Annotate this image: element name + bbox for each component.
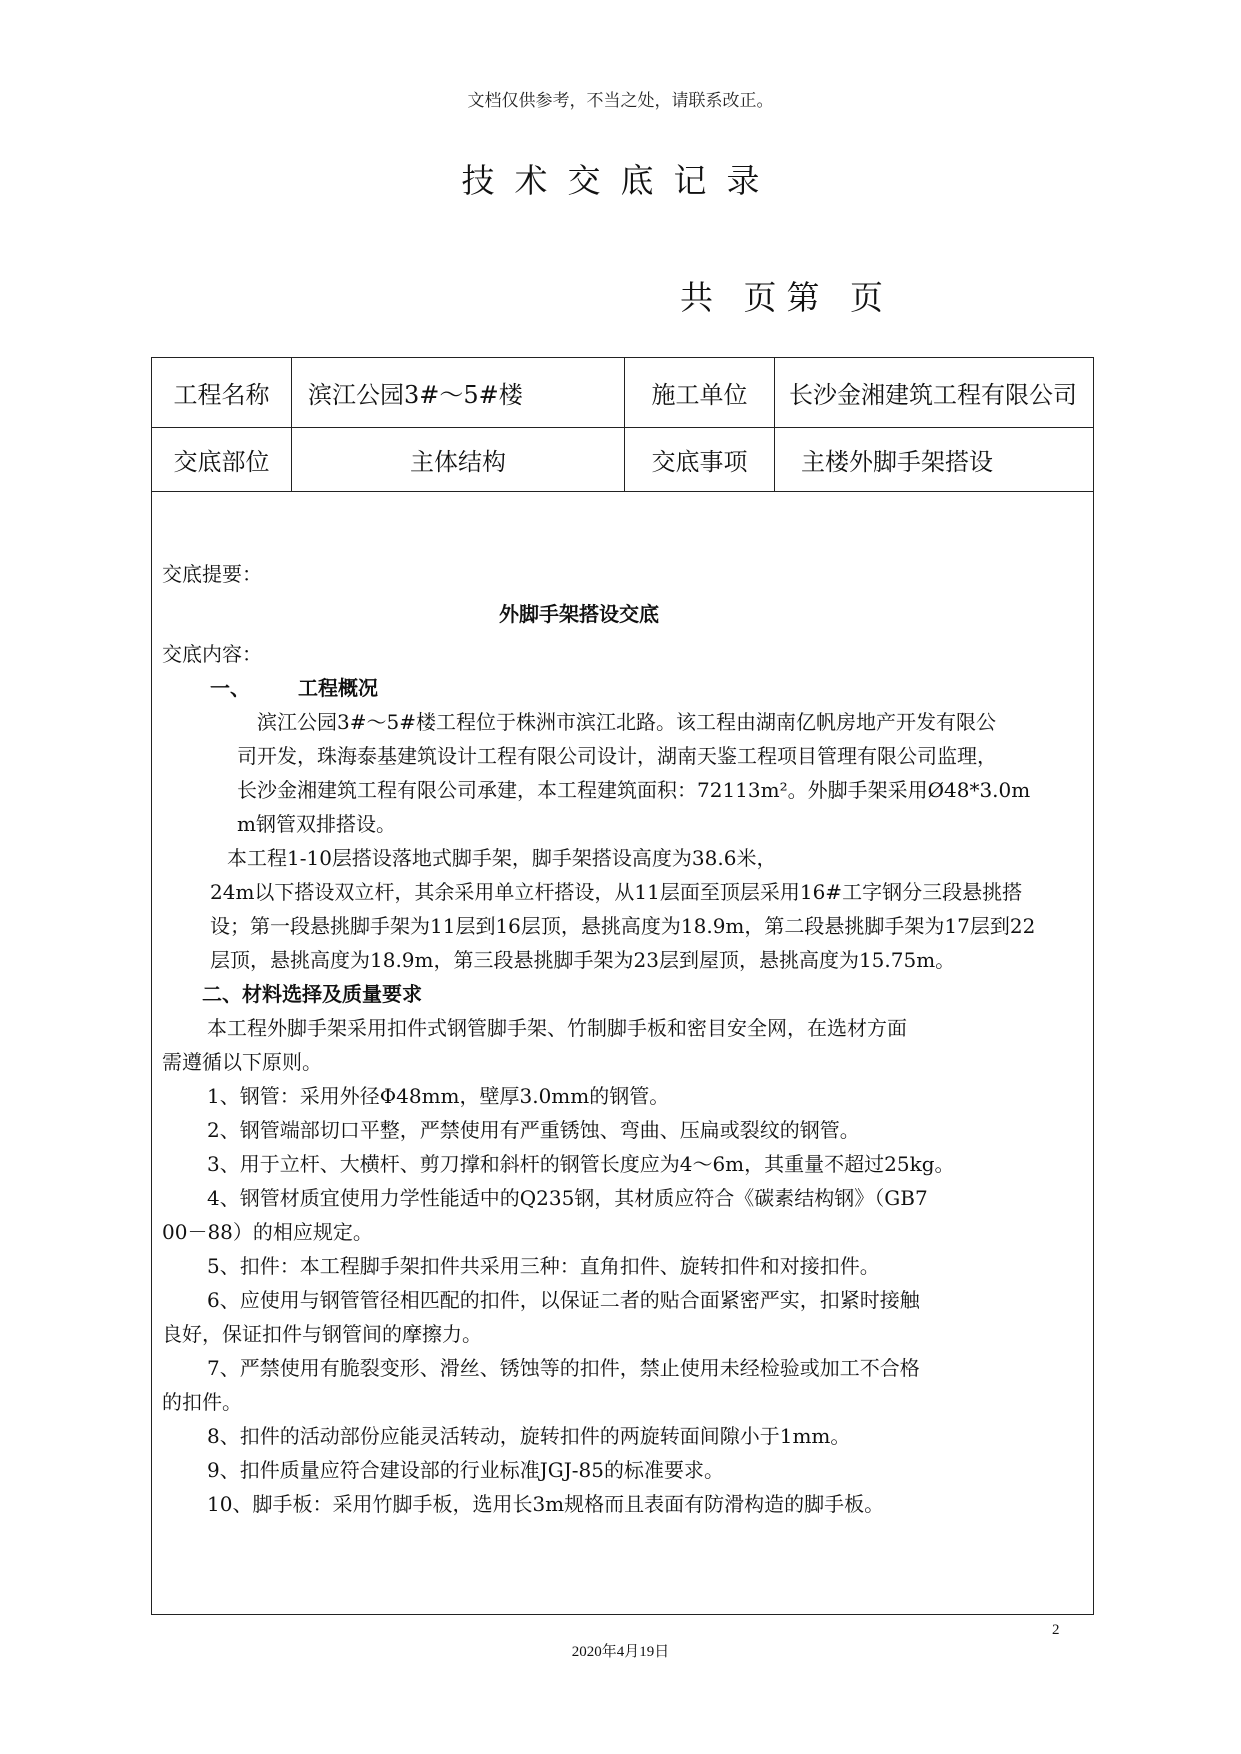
list-item: 10、脚手板：采用竹脚手板，选用长3m规格而且表面有防滑构造的脚手板。 — [207, 1492, 885, 1516]
header-note: 文档仅供参考，不当之处，请联系改正。 — [467, 91, 774, 111]
page-info: 共 页第 页 — [680, 278, 893, 317]
subject-title: 外脚手架搭设交底 — [499, 602, 659, 626]
paragraph-line: 需遵循以下原则。 — [162, 1050, 322, 1074]
paragraph-line: 本工程1-10层搭设落地式脚手架，脚手架搭设高度为38.6米， — [227, 846, 777, 870]
item-label: 交底事项 — [625, 428, 775, 491]
page-number: 2 — [1052, 1622, 1060, 1638]
paragraph-line: 设；第一段悬挑脚手架为11层到16层顶，悬挑高度为18.9m，第二段悬挑脚手架为17层到22 — [210, 914, 1036, 938]
paragraph-line: m钢管双排搭设。 — [237, 812, 396, 836]
footer-date: 2020年4月19日 — [571, 1644, 670, 1660]
project-name-value: 滨江公园3#～5#楼 — [292, 358, 625, 427]
project-name-label: 工程名称 — [152, 358, 292, 427]
list-item: 4、钢管材质宜使用力学性能适中的Q235钢，其材质应符合《碳素结构钢》（GB7 — [207, 1186, 928, 1210]
summary-label: 交底提要： — [162, 562, 262, 586]
section-1-title: 工程概况 — [298, 676, 378, 700]
list-item: 2、钢管端部切口平整，严禁使用有严重锈蚀、弯曲、压扁或裂纹的钢管。 — [207, 1118, 860, 1142]
list-item: 00－88）的相应规定。 — [162, 1220, 373, 1244]
content-label: 交底内容： — [162, 642, 262, 666]
section-1-number: 一、 — [210, 676, 250, 700]
section-2-title: 二、材料选择及质量要求 — [202, 982, 422, 1006]
part-label: 交底部位 — [152, 428, 292, 491]
list-item: 的扣件。 — [162, 1390, 242, 1414]
list-item: 良好，保证扣件与钢管间的摩擦力。 — [162, 1322, 482, 1346]
paragraph-line: 司开发，珠海泰基建筑设计工程有限公司设计，湖南天鉴工程项目管理有限公司监理， — [237, 744, 997, 768]
paragraph-line: 24m以下搭设双立杆，其余采用单立杆搭设，从11层面至顶层采用16#工字钢分三段悬挑搭 — [210, 880, 1023, 904]
list-item: 1、钢管：采用外径Φ48mm，壁厚3.0mm的钢管。 — [207, 1084, 670, 1108]
list-item: 7、严禁使用有脆裂变形、滑丝、锈蚀等的扣件，禁止使用未经检验或加工不合格 — [207, 1356, 920, 1380]
item-value: 主楼外脚手架搭设 — [801, 448, 993, 476]
paragraph-line: 本工程外脚手架采用扣件式钢管脚手架、竹制脚手板和密目安全网，在选材方面 — [207, 1016, 907, 1040]
list-item: 9、扣件质量应符合建设部的行业标准JGJ-85的标准要求。 — [207, 1458, 724, 1482]
record-table — [151, 357, 1094, 1615]
document-title: 技术交底记录 — [461, 161, 780, 200]
part-value: 主体结构 — [292, 428, 625, 491]
list-item: 5、扣件：本工程脚手架扣件共采用三种：直角扣件、旋转扣件和对接扣件。 — [207, 1254, 880, 1278]
paragraph-line: 滨江公园3#～5#楼工程位于株洲市滨江北路。该工程由湖南亿帆房地产开发有限公 — [257, 710, 996, 734]
list-item: 8、扣件的活动部份应能灵活转动，旋转扣件的两旋转面间隙小于1mm。 — [207, 1424, 851, 1448]
paragraph-line: 层顶，悬挑高度为18.9m，第三段悬挑脚手架为23层到屋顶，悬挑高度为15.75m。 — [210, 948, 956, 972]
info-row-1 — [152, 358, 1093, 428]
list-item: 3、用于立杆、大横杆、剪刀撑和斜杆的钢管长度应为4～6m，其重量不超过25kg。 — [207, 1152, 955, 1176]
info-row-2 — [152, 428, 1093, 492]
contractor-label: 施工单位 — [625, 358, 775, 427]
list-item: 6、应使用与钢管管径相匹配的扣件，以保证二者的贴合面紧密严实，扣紧时接触 — [207, 1288, 920, 1312]
paragraph-line: 长沙金湘建筑工程有限公司承建，本工程建筑面积：72113m²。外脚手架采用Ø48*3.0m — [237, 778, 1031, 802]
contractor-value: 长沙金湘建筑工程有限公司 — [789, 381, 1077, 409]
